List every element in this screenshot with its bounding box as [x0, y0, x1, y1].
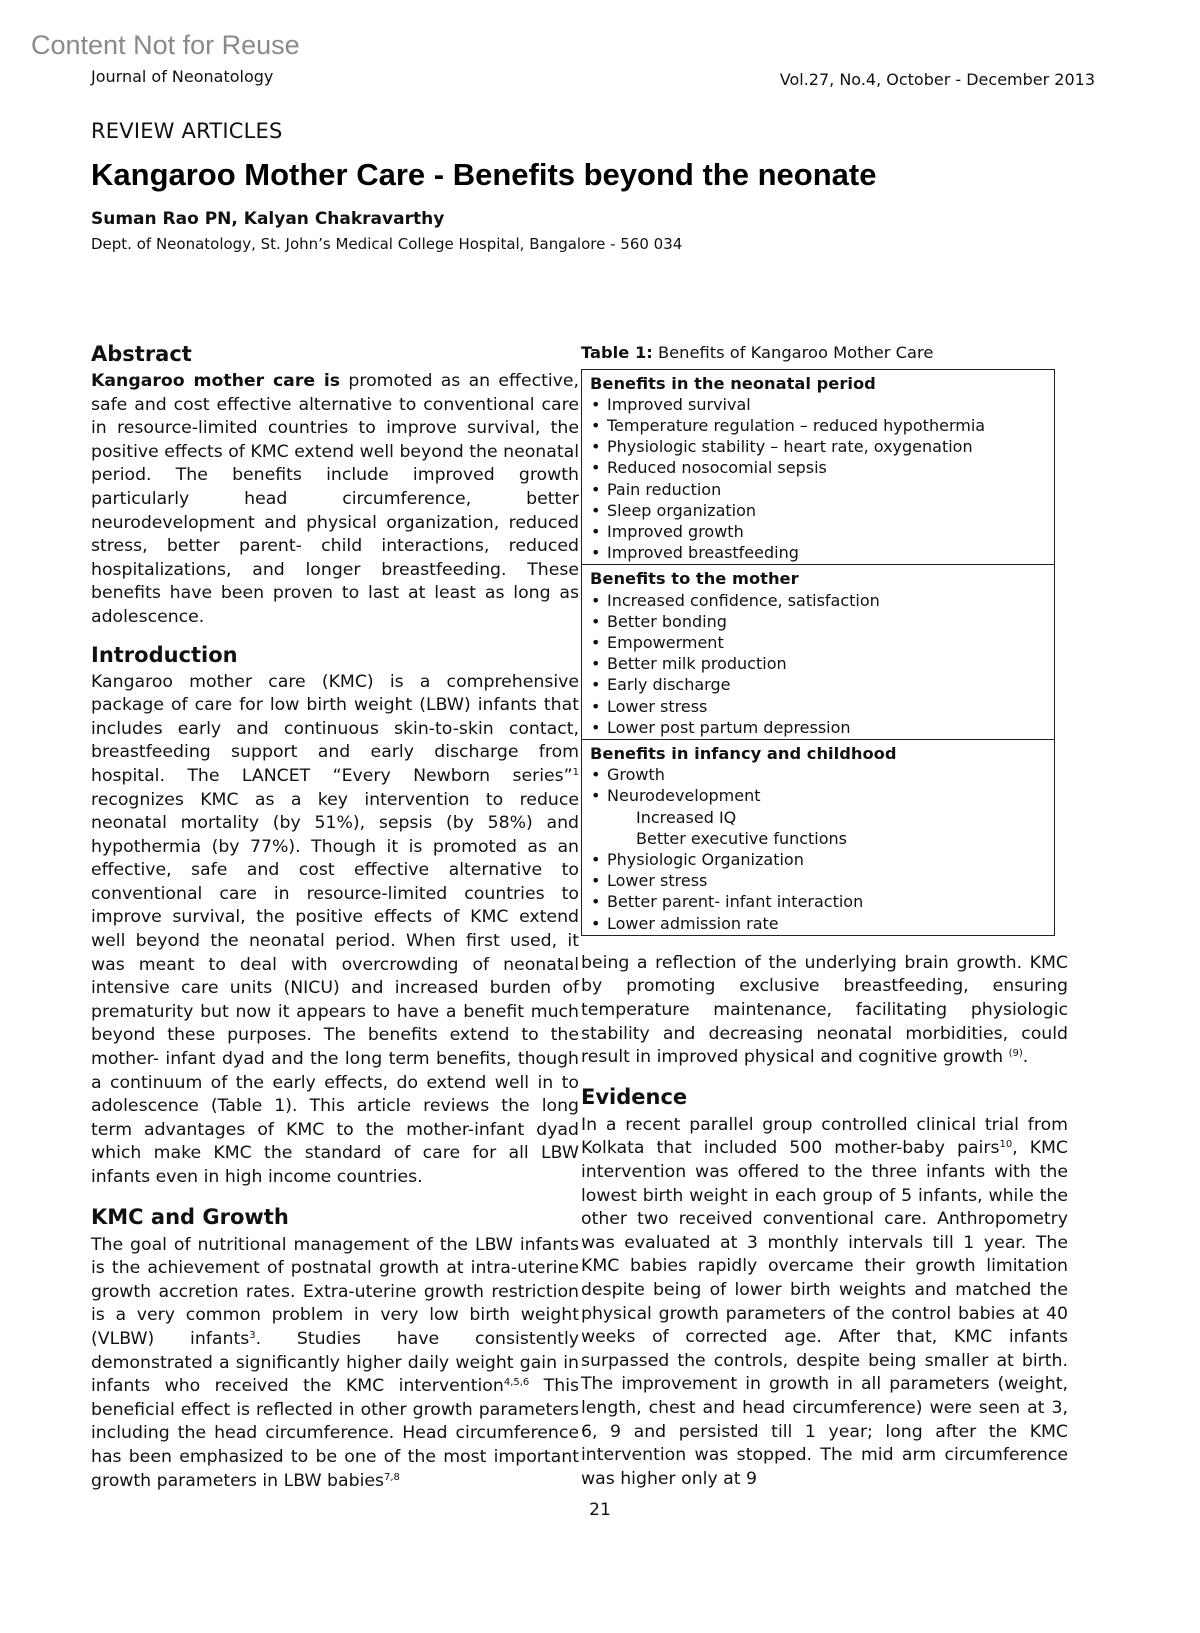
bullet-icon: • — [591, 479, 601, 499]
benefit-item — [590, 521, 1046, 542]
evidence-part: In a recent parallel group controlled clinical trial from Kolkata that included 500 mother-baby pairs — [581, 1114, 1068, 1159]
table-section-mother — [582, 564, 1054, 739]
benefit-item — [590, 785, 1046, 806]
page-number: 21 — [589, 1500, 611, 1520]
benefit-item — [590, 696, 1046, 717]
reference-marker: 7,8 — [384, 1471, 400, 1483]
benefit-text: Temperature regulation – reduced hypothermia — [607, 416, 986, 435]
bullet-icon: • — [591, 543, 601, 563]
bullet-icon: • — [591, 394, 601, 414]
bullet-icon: • — [591, 611, 601, 631]
benefit-subitem — [590, 828, 1046, 849]
growth-part: . — [1022, 1047, 1029, 1068]
benefit-item — [590, 542, 1046, 563]
benefit-text: Increased confidence, satisfaction — [607, 590, 880, 610]
benefit-text: Lower post partum depression — [607, 717, 851, 737]
benefit-item — [590, 717, 1046, 738]
bullet-icon: • — [591, 633, 601, 653]
benefit-item — [590, 590, 1046, 611]
benefit-item — [590, 674, 1046, 695]
bullet-icon: • — [591, 675, 601, 695]
benefit-text: Lower stress — [607, 871, 708, 891]
growth-heading: KMC and Growth — [91, 1204, 289, 1229]
watermark: Content Not for Reuse — [31, 30, 300, 60]
bullet-icon: • — [591, 717, 601, 737]
growth-part: being a reflection of the underlying brain growth. KMC by promoting exclusive breastfeeding, ensuring temperature maintenance, facilitating physiologic stability and decreasing neonatal morbidities, could result in improved physical and cognitive growth — [581, 952, 1068, 1068]
table-section-heading: Benefits in infancy and childhood — [590, 744, 897, 764]
introduction-part: Kangaroo mother care (KMC) is a comprehensive package of care for low birth weight (LBW) infants that includes early and continuous skin-to-skin contact, breastfeeding support and early discharge from hospital. The LANCET “Every Newborn series” — [91, 671, 579, 786]
benefit-text: Lower admission rate — [607, 913, 779, 933]
affiliation: Dept. of Neonatology, St. John’s Medical College Hospital, Bangalore - 560 034 — [91, 235, 683, 253]
benefit-text: Better executive functions — [636, 828, 848, 848]
benefit-list — [590, 764, 1046, 934]
bullet-icon: • — [591, 913, 601, 933]
evidence-part: , KMC intervention was offered to the three infants with the lowest birth weight in each group of 5 infants, while the other two received conventional care. Anthropometry was evaluated at 3 monthly intervals till 1 year. The KMC babies rapidly overcame their growth limitation despite being of lower birth weights and matched the physical growth parameters of the control babies at 40 weeks of corrected age. After that, KMC infants surpassed the controls, despite being smaller at birth. The improvement in growth in all parameters (weight, length, chest and head circumference) were seen at 3, 6, 9 and persisted till 1 year; long after the KMC intervention was stopped. The mid arm circumference was higher only at 9 — [581, 1138, 1069, 1489]
abstract-heading: Abstract — [91, 342, 192, 366]
benefit-text: Better parent- infant interaction — [607, 892, 864, 912]
reference-marker: 1 — [572, 766, 579, 778]
benefit-text: Increased IQ — [636, 807, 737, 827]
benefit-text: Early discharge — [607, 675, 731, 695]
abstract-text — [91, 370, 579, 630]
benefit-text: Pain reduction — [607, 479, 722, 499]
journal-name: Journal of Neonatology — [91, 67, 274, 86]
bullet-icon: • — [591, 850, 601, 870]
benefit-text: Neurodevelopment — [607, 786, 761, 806]
bullet-icon: • — [591, 458, 601, 478]
benefit-text: Improved survival — [607, 394, 751, 414]
abstract-body: promoted as an effective, safe and cost effective alternative to conventional care in resource-limited countries to improve survival, the positive effects of KMC extend well beyond the neonatal period. The benefits include improved growth particularly head circumference, better neurodevelopment and physical organization, reduced stress, better parent- child interactions, reduced hospitalizations, and longer breastfeeding. These benefits have been proven to last at least as long as adolescence. — [91, 371, 580, 627]
bullet-icon: • — [591, 765, 601, 785]
benefit-item — [590, 632, 1046, 653]
bullet-icon: • — [591, 590, 601, 610]
right-column — [581, 341, 1068, 1491]
benefit-item — [590, 479, 1046, 500]
authors: Suman Rao PN, Kalyan Chakravarthy — [91, 209, 445, 229]
table-caption-text: Benefits of Kangaroo Mother Care — [652, 343, 934, 362]
reference-marker: 3 — [249, 1329, 256, 1341]
benefit-list — [590, 590, 1046, 738]
bullet-icon: • — [591, 416, 601, 435]
growth-text-continued — [581, 952, 1068, 1070]
benefit-list — [590, 394, 1046, 564]
benefit-text: Reduced nosocomial sepsis — [607, 458, 827, 478]
benefit-text: Physiologic stability – heart rate, oxygenation — [607, 437, 973, 457]
benefit-item — [590, 500, 1046, 521]
volume-info: Vol.27, No.4, October - December 2013 — [779, 70, 1095, 89]
bullet-icon: • — [591, 871, 601, 891]
benefit-text: Better bonding — [607, 611, 727, 631]
benefit-text: Physiologic Organization — [607, 850, 804, 870]
benefit-item — [590, 913, 1046, 934]
abstract-lead: Kangaroo mother care is — [91, 371, 341, 391]
section-label: REVIEW ARTICLES — [91, 119, 283, 143]
benefit-item — [590, 653, 1046, 674]
reference-marker: 4,5,6 — [503, 1377, 530, 1389]
benefit-item — [590, 457, 1046, 478]
bullet-icon: • — [591, 500, 601, 520]
benefit-subitem — [590, 807, 1046, 828]
table-section-childhood — [582, 739, 1054, 935]
bullet-icon: • — [591, 437, 601, 457]
introduction-text — [91, 671, 579, 1190]
evidence-heading: Evidence — [581, 1084, 688, 1109]
benefit-item — [590, 394, 1046, 415]
table-section-neonatal — [582, 370, 1054, 565]
bullet-icon: • — [591, 786, 601, 806]
growth-text — [91, 1234, 579, 1494]
bullet-icon: • — [591, 522, 601, 542]
table-caption-label: Table 1: — [581, 343, 653, 362]
table-section-heading: Benefits to the mother — [590, 569, 799, 589]
benefit-text: Better milk production — [607, 654, 787, 674]
benefit-text: Improved breastfeeding — [607, 543, 799, 563]
evidence-text — [581, 1114, 1068, 1492]
table-caption — [581, 341, 1068, 365]
benefit-text: Lower stress — [607, 696, 708, 716]
benefit-item — [590, 891, 1046, 912]
benefit-item — [590, 436, 1046, 457]
introduction-heading: Introduction — [91, 642, 238, 667]
benefit-item — [590, 415, 1046, 436]
benefit-text: Sleep organization — [607, 500, 757, 520]
growth-part: This beneficial effect is reflected in other growth parameters including the head circumference. Head circumference has been emphasized to be one of the most important growth parameters in LBW babies — [91, 1376, 579, 1491]
benefit-text: Improved growth — [607, 522, 744, 542]
benefit-text: Empowerment — [607, 633, 724, 653]
reference-marker: (9) — [1008, 1048, 1023, 1060]
table-section-heading: Benefits in the neonatal period — [590, 373, 876, 393]
left-column — [91, 341, 579, 1493]
benefit-text: Growth — [607, 765, 665, 785]
benefit-item — [590, 870, 1046, 891]
growth-part: . Studies have consistently demonstrated a significantly higher daily weight gain in infants who received the KMC intervention — [91, 1328, 579, 1397]
bullet-icon: • — [591, 696, 601, 716]
introduction-part: recognizes KMC as a key intervention to reduce neonatal mortality (by 51%), sepsis (by 58%) and hypothermia (by 77%). Though it is promoted as an effective, safe and cost effective alternative to conventional care in resource-limited countries to improve survival, the positive effects of KMC extend well beyond the neonatal period. When first used, it was meant to deal with overcrowding of neonatal intensive care units (NICU) and increased burden of prematurity but now it appears to have a benefit much beyond these purposes. The benefits extend to the mother- infant dyad and the long term benefits, though a continuum of the early effects, do extend well in to adolescence (Table 1). This article reviews the long term advantages of KMC to the mother-infant dyad which make KMC the standard of care for all LBW infants even in high income countries. — [91, 789, 579, 1187]
bullet-icon: • — [591, 654, 601, 674]
reference-marker: 10 — [999, 1139, 1013, 1151]
benefit-item — [590, 764, 1046, 785]
benefits-table — [581, 369, 1055, 936]
growth-part: The goal of nutritional management of the LBW infants is the achievement of postnatal growth at intra-uterine growth accretion rates. Extra-uterine growth restriction is a very common problem in very low birth weight (VLBW) infants — [91, 1234, 579, 1349]
bullet-icon: • — [591, 892, 601, 912]
benefit-item — [590, 611, 1046, 632]
benefit-item — [590, 849, 1046, 870]
article-title: Kangaroo Mother Care - Benefits beyond the neonate — [91, 157, 877, 192]
